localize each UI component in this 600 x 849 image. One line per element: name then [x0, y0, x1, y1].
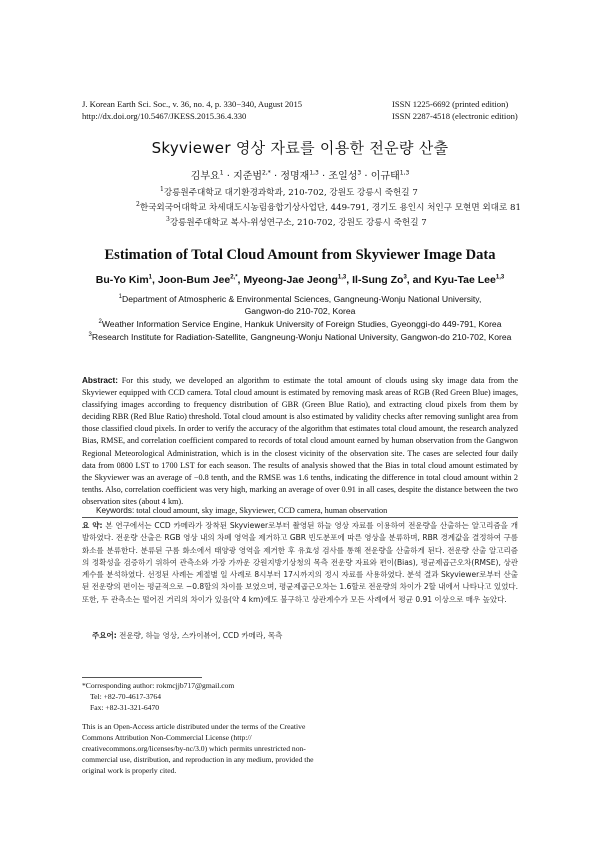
english-abstract: [82, 375, 518, 508]
korean-abstract-text: 본 연구에서는 CCD 카메라가 장착된 Skyviewer로부터 촬영된 하늘 영상 자료를 이용하여 전운량을 산출하는 알고리즘을 개발하였다. 전운량 산출은 RGB 영상 내의 차폐 영역을 제거하고 GBR 빈도분포에 따른 영상을 분류하며, RBR 경계값을 결정하여 구름 화소를 분류한다. 분류된 구름 화소에서 태양광 영역을 제거한 후 유효성 검사를 통해 전운량을 산출하게 된다. 전운량 산출 알고리즘의 정확성을 검증하기 위하여 관측소와 가장 가까운 강원지방기상청의 목측 전운량 자료와 편이(Bias), 평균제곱근오차(RMSE), 상관계수를 분석하였다. 선정된 사례는 계절별 일 사례로 8시부터 17시까지의 정시 자료를 사용하였다. 분석 결과 Skyviewer로부터 산출된 전운량의 편이는 평균적으로 −0.8할의 차이를 보였으며, 평균제곱근오차는 1.6할로 전운량의 차이가 2할 내에서 나타나고 있었다. 또한, 두 관측소는 떨어진 거리의 차이가 있음(약 4 km)에도 불구하고 상관계수가 모든 사례에서 평균 0.91 이상으로 매우 높았다.: [82, 521, 518, 604]
author-separator: ,: [237, 274, 244, 286]
affiliation-sup: 3: [166, 216, 170, 224]
open-access-notice: This is an Open-Access article distributed under the terms of the Creative Commons Attribution Non-Commercial License (http:// creativecommons.org/licenses/by-nc/3.0) which permits unrestricted non-commercial use, distribution, and reproduction in any medium, provided the original work is properly cited.: [82, 722, 314, 775]
author-separator: ·: [270, 171, 281, 182]
korean-abstract-label: 요 약:: [82, 521, 103, 530]
affiliation-text: Research Institute for Radiation-Satellite, Gangneung-Wonju National University, Gangwon-do 210-702, Korea: [91, 332, 512, 342]
author-sup: 1,3: [337, 274, 347, 281]
author-sup: 1,3: [309, 169, 319, 177]
author-name: Kyu-Tae Lee: [434, 274, 496, 286]
korean-title: Skyviewer 영상 자료를 이용한 전운량 산출: [151, 139, 449, 157]
author-separator: ,: [152, 274, 158, 286]
issn-electronic: ISSN 2287-4518 (electronic edition): [392, 111, 518, 121]
author-name: 조일성: [328, 171, 358, 182]
abstract-label: Abstract:: [82, 376, 118, 385]
author-separator: ·: [361, 171, 371, 182]
korean-abstract: [82, 520, 518, 606]
affiliation-text: 강릉원주대학교 복사-위성연구소, 210-702, 강원도 강릉시 죽헌길 7: [169, 218, 427, 228]
affiliation-sup: 2: [136, 201, 140, 209]
korean-affiliation: [160, 186, 418, 198]
korean-keywords-label: 주요어:: [92, 631, 117, 640]
author-name: 김부요: [190, 171, 220, 182]
affiliation-sup: 3: [88, 332, 92, 339]
korean-authors: [0, 167, 600, 182]
author-name: Joon-Bum Jee: [157, 274, 231, 286]
corresponding-author: *Corresponding author: rokmcjjb717@gmail.com: [82, 681, 235, 690]
english-affiliation: [0, 293, 600, 305]
author-name: 지준범: [233, 171, 263, 182]
section-divider: [82, 517, 518, 518]
author-name: Bu-Yo Kim: [95, 274, 149, 286]
author-sup: 1,3: [399, 169, 410, 177]
corresponding-tel: Tel: +82-70-4617-3764: [90, 692, 162, 701]
author-sup: 1: [148, 274, 152, 281]
english-authors: [0, 274, 600, 286]
author-name: 이규태: [370, 171, 400, 182]
affiliation-text: Gangwon-do 210-702, Korea: [244, 306, 356, 316]
author-name: Myeong-Jae Jeong: [243, 274, 338, 286]
issn-print: ISSN 1225-6692 (printed edition): [392, 99, 509, 109]
author-separator: ,: [346, 274, 353, 286]
affiliation-text: 한국외국어대학교 차세대도시농림융합기상사업단, 449-791, 경기도 용인시 처인구 모현면 외대로 81: [139, 203, 521, 213]
keywords-label: Keywords:: [96, 506, 135, 515]
korean-keywords: [92, 630, 512, 642]
doi-line: http://dx.doi.org/10.5467/JKESS.2015.36.4.330: [82, 111, 247, 121]
author-sup: 3: [403, 274, 407, 281]
english-affiliation: [0, 305, 600, 317]
abstract-text: For this study, we developed an algorithm to estimate the total amount of clouds using sky image data from the Skyviewer equipped with CCD camera. Total cloud amount is estimated by removing mask areas of RGB (Red Green Blue) images, classifying images according to frequency distribution of GBR (Green Blue Ratio), and extracting cloud pixels from them by deciding RBR (Red Blue Ratio) threshold. Total cloud amount is also estimated by validity checks after removing sunlight area from those classified cloud pixels. In order to verify the accuracy of the algorithm that estimates total cloud amount, the research analyzed Bias, RMSE, and correlation coefficient compared to records of total cloud amount earned by human observation from the Gangwon Regional Meteorological Administration, which is in the closest vicinity of the observation site. The cases are selected four daily data from 0800 LST to 1700 LST for each season. The results of analysis showed that the Bias in total cloud amount estimated by the Skyviewer was an average of −0.8 tenth, and the RMSE was 1.6 tenths, indicating the difference in total cloud amount within 2 tenths. Also, correlation coefficient was very high, marking an average of over 0.91 in all cases, despite the distance between the two observation sites (about 4 km).: [82, 376, 518, 506]
author-separator: ·: [318, 171, 329, 182]
correspondence-block: [82, 680, 234, 713]
journal-line: J. Korean Earth Sci. Soc., v. 36, no. 4, p. 330−340, August 2015: [82, 99, 303, 109]
footnote-divider: [82, 677, 202, 678]
author-sup: 2,*: [230, 274, 238, 281]
korean-keywords-text: 전운량, 하늘 영상, 스카이뷰어, CCD 카메라, 목측: [119, 631, 283, 640]
english-keywords: [96, 505, 516, 517]
author-sup: 1,3: [495, 274, 505, 281]
corresponding-fax: Fax: +82-31-321-6470: [90, 703, 160, 712]
affiliation-text: Department of Atmospheric & Environmental Sciences, Gangneung-Wonju National University,: [121, 294, 482, 304]
affiliation-text: 강릉원주대학교 대기환경과학과, 210-702, 강원도 강릉시 죽헌길 7: [163, 188, 418, 198]
issn-block: [392, 98, 518, 122]
english-affiliation: [0, 331, 600, 343]
keywords-text: total cloud amount, sky image, Skyviewer, CCD camera, human observation: [136, 506, 388, 515]
affiliation-sup: 1: [160, 186, 164, 194]
author-sup: 3: [357, 169, 362, 177]
author-name: 정명재: [280, 171, 310, 182]
affiliation-sup: 1: [118, 294, 122, 301]
author-separator: , and: [406, 274, 435, 286]
author-sup: 2,*: [262, 169, 271, 177]
author-name: Il-Sung Zo: [352, 274, 404, 286]
affiliation-text: Weather Information Service Engine, Hankuk University of Foreign Studies, Gyeonggi-do 449-791, Korea: [101, 319, 502, 329]
korean-affiliation: [166, 216, 427, 228]
journal-citation: [82, 98, 302, 122]
author-separator: ·: [223, 171, 234, 182]
korean-affiliation: [136, 201, 521, 213]
english-title: Estimation of Total Cloud Amount from Skyviewer Image Data: [104, 247, 496, 263]
english-affiliation: [0, 318, 600, 330]
author-sup: 1: [219, 169, 224, 177]
affiliation-sup: 2: [98, 319, 102, 326]
